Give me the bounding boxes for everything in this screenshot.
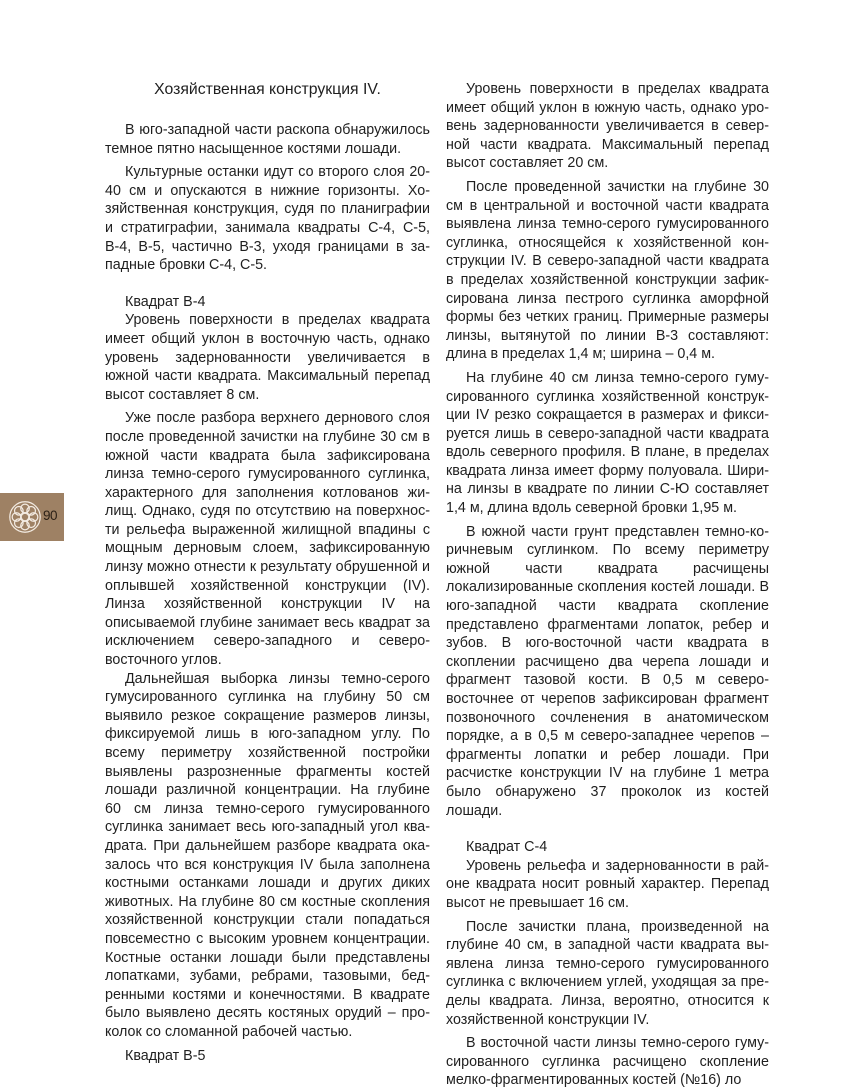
paragraph: В восточной части линзы темно-серого гумусированного суглинка расчищено скопление мелко-фрагментированных костей (№16) ло: [446, 1035, 769, 1089]
paragraph: В юго-западной части раскопа обнаружилось темное пятно насыщенное костями лошади.: [105, 122, 430, 157]
paragraph: После проведенной зачистки на глубине 30 см в центральной и восточной части квадрата выявлена линза темно-серого гумусированного суглинка, относящейся к хозяйственной конструкции IV. В северо-западной части квадрата в пределах хозяйственной конструкции зафиксирована линза пестрого суглинка аморфной формы без четких границ. Примерные размеры линзы, вытянутой по линии В-3 составляют: длина в пределах 1,4 м; ширина – 0,4 м.: [446, 178, 769, 363]
subheading-square-c4: Квадрат С-4: [466, 839, 548, 856]
subheading-square-b4: Квадрат В-4: [125, 293, 206, 310]
section-title: Хозяйственная конструкция IV.: [154, 81, 381, 98]
paragraph: Уровень поверхности в пределах квадрата имеет общий уклон в восточную часть, однако уровень задернованности увеличивается в южной части квадрата. Максимальный перепад высот составляет 8 см.: [105, 312, 430, 403]
paragraph: Уже после разбора верхнего дернового слоя после проведенной зачистки на глубине 30 см в южной части квадрата была зафиксирована линза темно-серого гумусированного суглинка, характерного для заполнения котлованов жилищ. Однако, судя по отсутствию на поверхности рельефа выраженной жилищной впадины с мощным дерновым слоем, зафиксированную линзу можно отнести к результату обрушенной и оплывшей хозяйственной конструкции (IV). Линза хозяйственной конструкции IV на описываемой глубине занимает весь квадрат за исключением северо-западного и северо-восточного углов.: [105, 410, 430, 669]
subheading-square-b5: Квадрат В-5: [125, 1047, 206, 1064]
paragraph: Культурные останки идут со второго слоя 20-40 см и опускаются в нижние горизонты. Хозяйственная конструкция, судя по планиграфии и стратиграфии, занимала квадраты С-4, С-5, В-4, В-5, частично В-3, уходя границами в западные бровки С-4, С-5.: [105, 164, 430, 274]
paragraph: Дальнейшая выборка линзы темно-серого гумусированного суглинка на глубину 50 см выявило резкое сокращение размеров линзы, фиксируемой лишь в юго-западном углу. По всему периметру хозяйственной постройки выявлены разрозненные фрагменты костей лошади различной концентрации. На глубине 60 см линза темно-серого гумусированного суглинка занимает весь юго-западный угол квадрата. При дальнейшем разборе квадрата оказалось что вся конструкция IV была заполнена костными останками лошади и других диких животных. На глубине 80 см костные скопления хозяйственной конструкции стали попадаться повсеместно с высоким уровнем концентрации. Костные останки лошади были представлены лопатками, зубами, ребрами, тазовыми, бедренными костями и конечностями. В квадрате было выявлено десять костяных орудий – проколок со сломанной рабочей частью.: [105, 670, 430, 1040]
page-number-tab: [0, 493, 64, 541]
right-column: [446, 80, 769, 1090]
left-column: [105, 80, 430, 1065]
paragraph: Уровень рельефа и задернованности в районе квадрата носит ровный характер. Перепад высот не превышает 16 см.: [446, 857, 769, 911]
paragraph: Уровень поверхности в пределах квадрата имеет общий уклон в южную часть, однако уровень задернованности увеличивается в северной части квадрата. Максимальный перепад высот составляет 20 см.: [446, 81, 769, 172]
page-number: 90: [43, 508, 58, 523]
paragraph: На глубине 40 см линза темно-серого гумусированного суглинка хозяйственной конструкции IV резко сокращается в размерах и фиксируется лишь в северо-западной части квадрата вдоль северного профиля. В плане, в пределах квадрата линза имеет форму полуовала. Ширина линзы в квадрате по линии С-Ю составляет 1,4 м, длина вдоль северной бровки 1,95 м.: [446, 369, 769, 517]
paragraph: После зачистки плана, произведенной на глубине 40 см, в западной части квадрата выявлена линза темно-серого гумусированного суглинка с включением углей, уходящая за пределы квадрата. Линза, вероятно, относится к хозяйственной конструкции IV.: [446, 918, 769, 1028]
ornament-rosette-icon: [6, 498, 44, 536]
paragraph: В южной части грунт представлен темно-коричневым суглинком. По всему периметру южной части квадрата расчищены локализированные скопления костей лошади. В юго-западной части квадрата скопление представлено фрагментами лопаток, ребер и зубов. В юго-восточной части квадрата в скоплении расчищено два черепа лошади и фрагмент тазовой кости. В 0,5 м северо-восточнее от черепов зафиксирован фрагмент позвоночного сочленения в анатомическом порядке, а в 0,5 м северо-западнее черепов – фрагменты лопатки и ребер лошади. При расчистке конструкции IV на глубине 1 метра было обнаружено 37 проколок из костей лошади.: [446, 523, 769, 819]
